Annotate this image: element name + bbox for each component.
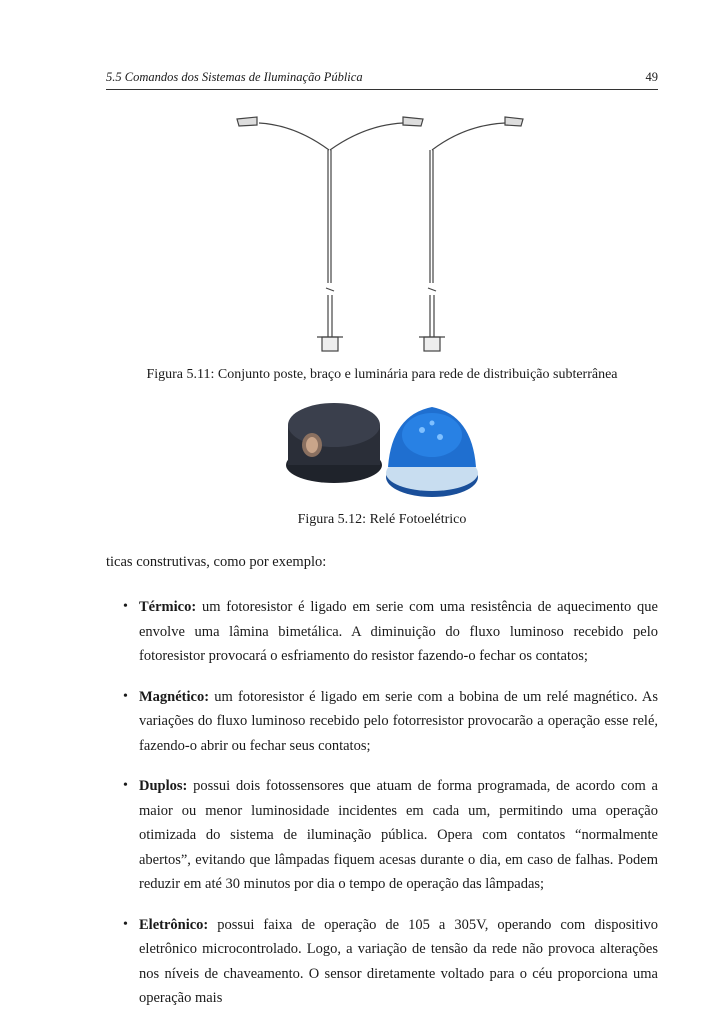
list-item-magnetico	[106, 685, 658, 759]
bullet-icon: •	[123, 778, 128, 793]
bullet-icon: •	[123, 599, 128, 614]
item-text: um fotoresistor é ligado em serie com uma resistência de aquecimento que envolve uma lâmina bimetálica. A diminuição do fluxo luminoso recebido pelo fotoresistor provocará o esfriamento do resistor fazendo-o fechar os contatos;	[139, 599, 658, 664]
item-text: possui faixa de operação de 105 a 305V, operando com dispositivo eletrônico microcontrolado. Logo, a variação de tensão da rede não provoca alterações nos níveis de chaveamento. O sensor diretamente voltado para o céu proporciona uma operação mais	[139, 916, 658, 1006]
list-item-duplos	[106, 774, 658, 897]
blue-relay	[386, 407, 478, 497]
item-text: possui dois fotossensores que atuam de forma programada, de acordo com a maior ou menor luminosidade incidentes em cada um, permitindo uma operação otimizada do sistema de iluminação pública. Opera com contatos “normalmente abertos”, evitando que lâmpadas fiquem acesas durante o dia, em caso de falhas. Podem reduzir em até 30 minutos por dia o tempo de operação das lâmpadas;	[139, 778, 658, 892]
section-title: 5.5 Comandos dos Sistemas de Iluminação Pública	[106, 70, 363, 84]
item-term: Magnético:	[139, 688, 210, 705]
header-rule	[106, 89, 658, 90]
bullet-icon: •	[123, 688, 128, 704]
photoelectric-relay-figure	[282, 395, 482, 505]
double-arm-pole	[237, 117, 423, 351]
list-item-termico	[106, 595, 658, 669]
item-term: Duplos:	[139, 778, 188, 794]
page-header	[106, 70, 658, 88]
item-text: um fotoresistor é ligado em serie com a bobina de um relé magnético. As variações do fluxo luminoso recebido pelo fotorresistor provocarão a operação esse relé, fazendo-o abrir ou fechar seus contatos;	[139, 688, 658, 754]
pole-luminaire-figure	[225, 105, 525, 360]
figure-5-12-caption: Figura 5.12: Relé Fotoelétrico	[297, 512, 467, 527]
single-arm-pole	[419, 117, 523, 351]
bullet-icon: •	[123, 916, 128, 932]
lead-paragraph: ticas construtivas, como por exemplo:	[106, 554, 327, 570]
list-item-eletronico	[106, 913, 658, 1011]
page-number: 49	[645, 70, 658, 84]
relay-type-list	[106, 595, 658, 1027]
black-relay	[286, 403, 382, 483]
item-term: Eletrônico:	[139, 916, 209, 933]
figure-5-11-caption: Figura 5.11: Conjunto poste, braço e luminária para rede de distribuição subterrânea	[146, 367, 618, 382]
item-term: Térmico:	[139, 599, 197, 615]
